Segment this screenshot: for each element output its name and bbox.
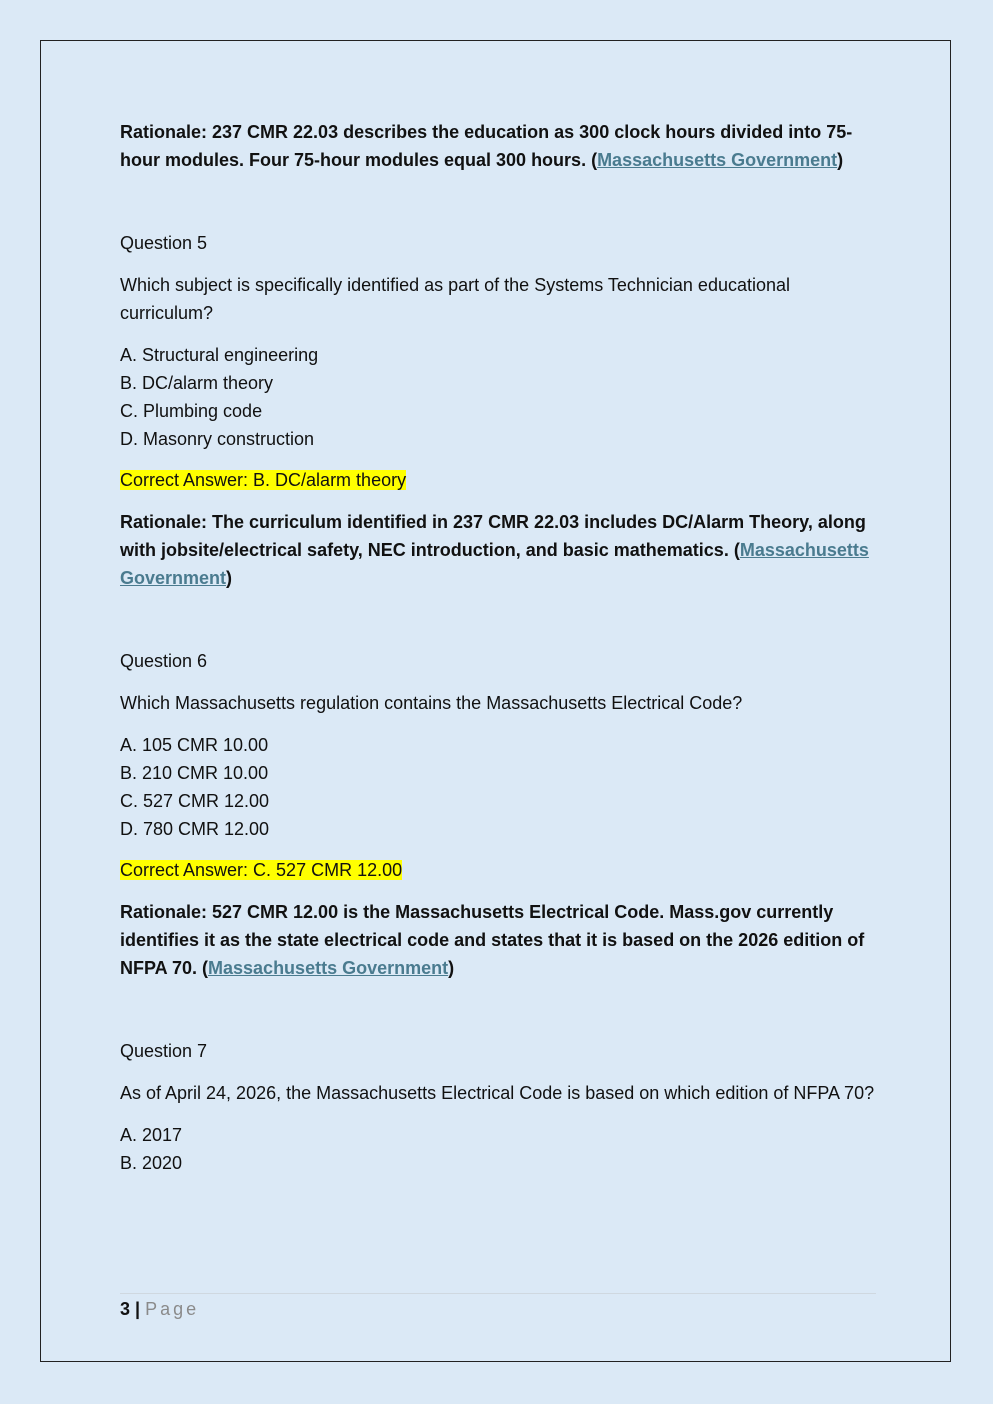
rationale-q5: Rationale: The curriculum identified in 237 CMR 22.03 includes DC/Alarm Theory, along with jobsite/electrical safety, NEC introduction, and basic mathematics. (Massachusetts Government) xyxy=(120,512,869,588)
page-footer xyxy=(120,1293,876,1322)
answer-options xyxy=(120,1121,876,1177)
question-label: Question 6 xyxy=(120,651,208,671)
document-content xyxy=(120,118,876,1177)
option-d: D. 780 CMR 12.00 xyxy=(120,819,270,839)
option-b: B. 2020 xyxy=(120,1153,183,1173)
correct-answer-highlight: Correct Answer: C. 527 CMR 12.00 xyxy=(120,860,403,880)
option-c: C. 527 CMR 12.00 xyxy=(120,791,270,811)
correct-answer xyxy=(120,856,876,884)
option-c: C. Plumbing code xyxy=(120,401,263,421)
correct-answer xyxy=(120,466,876,494)
question-text: Which Massachusetts regulation contains the Massachusetts Electrical Code? xyxy=(120,693,743,713)
question-text: As of April 24, 2026, the Massachusetts Electrical Code is based on which edition of NFPA 70? xyxy=(120,1083,875,1103)
option-d: D. Masonry construction xyxy=(120,429,315,449)
correct-answer-highlight: Correct Answer: B. DC/alarm theory xyxy=(120,470,407,490)
page-number: 3 xyxy=(120,1299,131,1319)
source-link[interactable]: Massachusetts Government xyxy=(597,150,838,170)
question-text: Which subject is specifically identified as part of the Systems Technician educational curriculum? xyxy=(120,275,791,323)
option-b: B. DC/alarm theory xyxy=(120,373,274,393)
rationale-q6: Rationale: 527 CMR 12.00 is the Massachusetts Electrical Code. Mass.gov currently identifies it as the state electrical code and states that it is based on the 2026 edition of NFPA 70. (Massachusetts Government) xyxy=(120,902,865,978)
question-label: Question 5 xyxy=(120,233,208,253)
answer-options xyxy=(120,731,876,843)
option-a: A. 105 CMR 10.00 xyxy=(120,735,269,755)
question-label: Question 7 xyxy=(120,1041,208,1061)
rationale-q4: Rationale: 237 CMR 22.03 describes the education as 300 clock hours divided into 75-hour modules. Four 75-hour modules equal 300 hours. (Massachusetts Government) xyxy=(120,122,853,170)
answer-options xyxy=(120,341,876,453)
footer-separator: | xyxy=(130,1299,146,1319)
page-label: Page xyxy=(145,1299,200,1319)
source-link[interactable]: Massachusetts Government xyxy=(208,958,449,978)
source-link[interactable]: Massachusetts Government xyxy=(120,540,869,588)
option-a: A. Structural engineering xyxy=(120,345,319,365)
option-a: A. 2017 xyxy=(120,1125,183,1145)
option-b: B. 210 CMR 10.00 xyxy=(120,763,269,783)
